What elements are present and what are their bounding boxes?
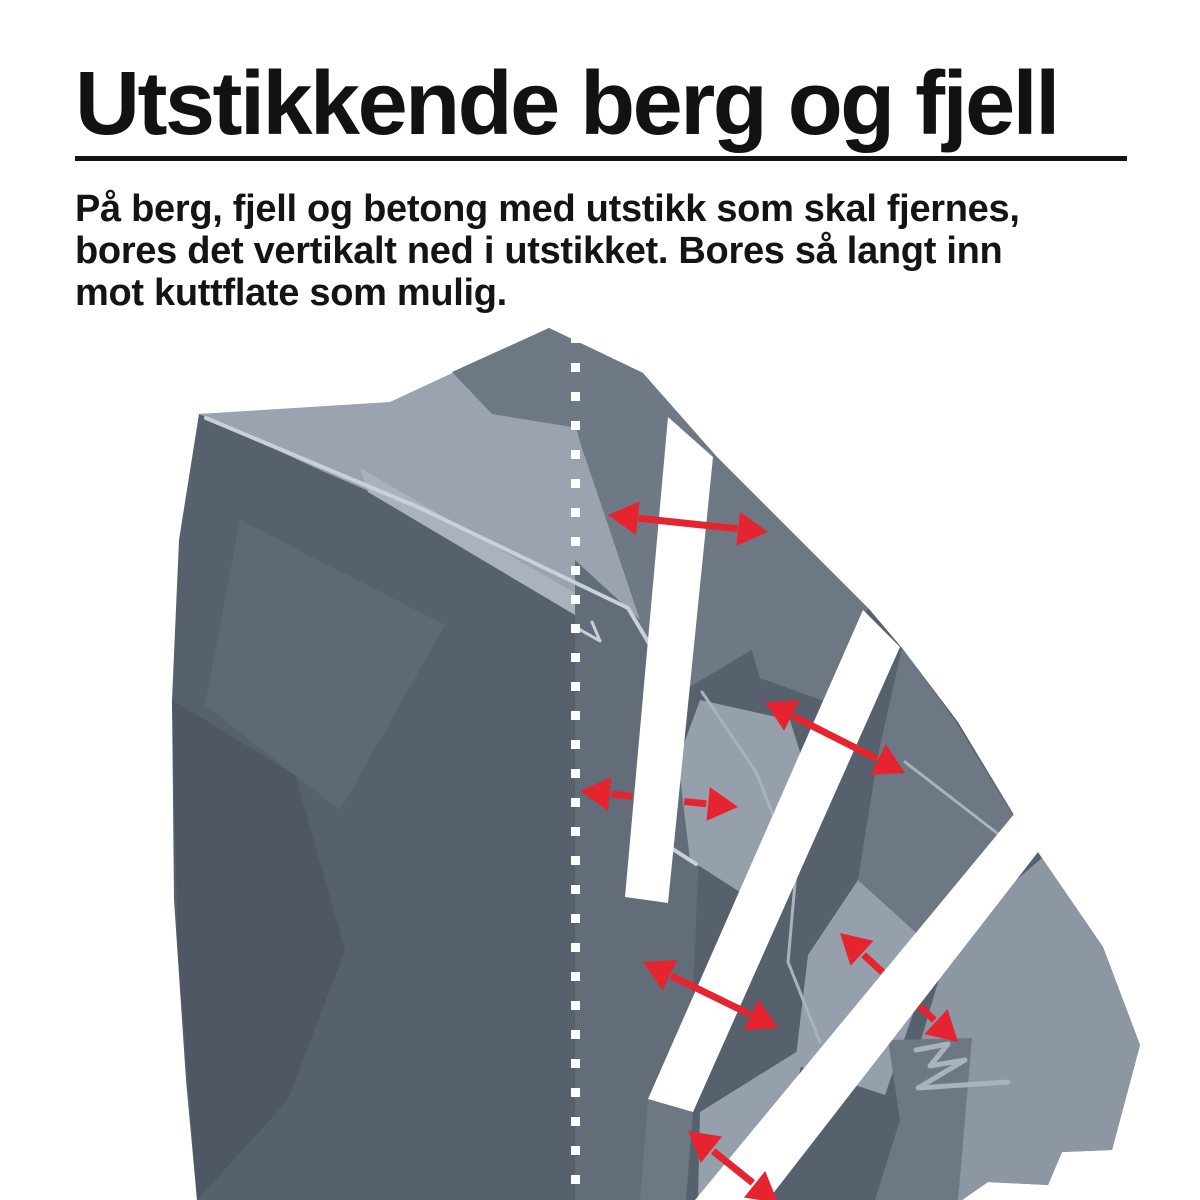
cut-line-dot bbox=[571, 1088, 580, 1097]
cut-line-dot bbox=[571, 421, 580, 430]
cut-line-dot bbox=[571, 624, 580, 633]
cut-line-dot bbox=[571, 363, 580, 372]
cut-line-dot bbox=[571, 392, 580, 401]
cut-line-dot bbox=[571, 595, 580, 604]
intro-line-2: bores det vertikalt ned i utstikket. Bores så langt inn bbox=[75, 230, 1003, 272]
cut-line-dot bbox=[571, 769, 580, 778]
cut-line-dot bbox=[571, 1001, 580, 1010]
cut-line-dot bbox=[571, 798, 580, 807]
cut-line-dot bbox=[571, 856, 580, 865]
cut-line-dot bbox=[571, 653, 580, 662]
expansion-arrow-3-shaft bbox=[612, 794, 633, 796]
cut-line-dot bbox=[571, 1030, 580, 1039]
cut-line-dot bbox=[571, 943, 580, 952]
cut-line-dot bbox=[571, 1175, 580, 1184]
intro-line-3: mot kuttflate som mulig. bbox=[75, 272, 507, 314]
cut-line-dot bbox=[571, 885, 580, 894]
cut-line-dot bbox=[571, 566, 580, 575]
cut-line-dot bbox=[571, 508, 580, 517]
intro-line-1: På berg, fjell og betong med utstikk som skal fjernes, bbox=[75, 188, 1020, 230]
title-rule bbox=[75, 156, 1127, 161]
cut-line-dot bbox=[571, 479, 580, 488]
page-title: Utstikkende berg og fjell bbox=[75, 54, 1058, 154]
cut-line-dot bbox=[571, 1146, 580, 1155]
below-bar2-wedge bbox=[640, 1099, 693, 1200]
cut-line-dot bbox=[571, 450, 580, 459]
cut-line-dot bbox=[571, 682, 580, 691]
cut-line-dot bbox=[571, 711, 580, 720]
cut-line-dot bbox=[571, 1117, 580, 1126]
cut-line-dot bbox=[571, 914, 580, 923]
cut-line-dot bbox=[571, 827, 580, 836]
cut-line-dot bbox=[571, 1059, 580, 1068]
intro-paragraph bbox=[75, 188, 1020, 314]
cut-line-dot bbox=[571, 334, 580, 343]
expansion-arrow-3-shaft bbox=[684, 802, 706, 804]
cut-line-dot bbox=[571, 537, 580, 546]
cut-line-dot bbox=[571, 740, 580, 749]
cut-line-dot bbox=[571, 972, 580, 981]
